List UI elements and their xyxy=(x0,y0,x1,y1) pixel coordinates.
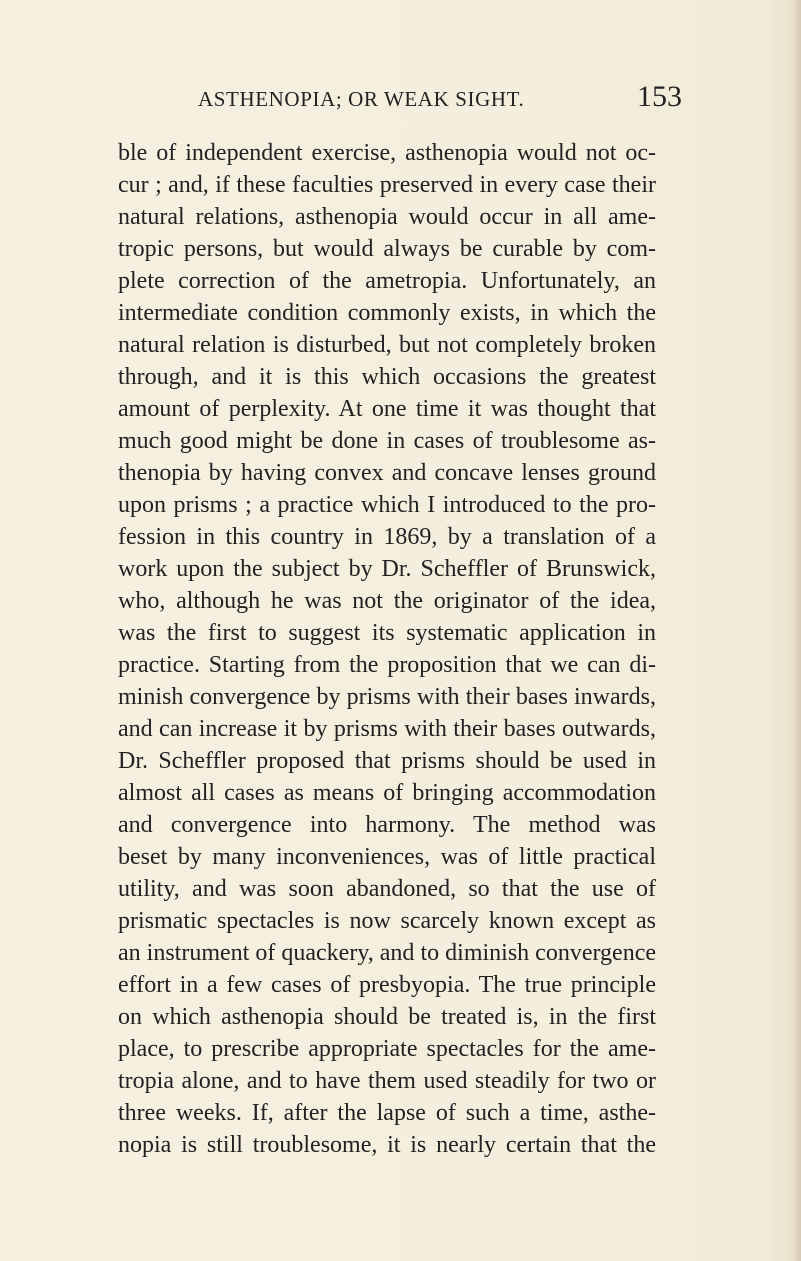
text-line: utility, and was soon abandoned, so that the use of xyxy=(118,876,656,902)
text-line: tropic persons, but would always be curable by com- xyxy=(118,236,656,262)
body-text xyxy=(118,137,656,1161)
text-line: natural relation is disturbed, but not completely broken xyxy=(118,332,656,358)
text-line: on which asthenopia should be treated is, in the first xyxy=(118,1004,656,1030)
text-line: and can increase it by prisms with their bases outwards, xyxy=(118,716,656,742)
page-header xyxy=(198,80,682,120)
text-line: who, although he was not the originator of the idea, xyxy=(118,588,656,614)
text-line: prismatic spectacles is now scarcely known except as xyxy=(118,908,656,934)
text-line: fession in this country in 1869, by a translation of a xyxy=(118,524,656,550)
text-line: plete correction of the ametropia. Unfortunately, an xyxy=(118,268,656,294)
text-line: through, and it is this which occasions the greatest xyxy=(118,364,656,390)
text-line: three weeks. If, after the lapse of such a time, asthe- xyxy=(118,1100,656,1126)
text-line: almost all cases as means of bringing accommodation xyxy=(118,780,656,806)
text-line: practice. Starting from the proposition that we can di- xyxy=(118,652,656,678)
text-line: Dr. Scheffler proposed that prisms should be used in xyxy=(118,748,656,774)
text-line: and convergence into harmony. The method was xyxy=(118,812,656,838)
text-line: much good might be done in cases of troublesome as- xyxy=(118,428,656,454)
text-line: beset by many inconveniences, was of little practical xyxy=(118,844,656,870)
page-number: 153 xyxy=(637,80,682,113)
text-line: was the first to suggest its systematic application in xyxy=(118,620,656,646)
text-line: thenopia by having convex and concave lenses ground xyxy=(118,460,656,486)
text-line: cur ; and, if these faculties preserved in every case their xyxy=(118,172,656,198)
text-line: minish convergence by prisms with their bases inwards, xyxy=(118,684,656,710)
text-line: an instrument of quackery, and to diminish convergence xyxy=(118,940,656,966)
text-line: work upon the subject by Dr. Scheffler of Brunswick, xyxy=(118,556,656,582)
text-line: tropia alone, and to have them used steadily for two or xyxy=(118,1068,656,1094)
text-line: place, to prescribe appropriate spectacles for the ame- xyxy=(118,1036,656,1062)
text-line: upon prisms ; a practice which I introduced to the pro- xyxy=(118,492,656,518)
page-edge-shadow xyxy=(793,0,801,1261)
text-line: amount of perplexity. At one time it was thought that xyxy=(118,396,656,422)
text-line: effort in a few cases of presbyopia. The true principle xyxy=(118,972,656,998)
text-line: natural relations, asthenopia would occur in all ame- xyxy=(118,204,656,230)
running-head: ASTHENOPIA; OR WEAK SIGHT. xyxy=(198,87,525,111)
text-line: nopia is still troublesome, it is nearly certain that the xyxy=(118,1132,656,1158)
text-line: ble of independent exercise, asthenopia would not oc- xyxy=(118,140,656,166)
text-line: intermediate condition commonly exists, in which the xyxy=(118,300,656,326)
